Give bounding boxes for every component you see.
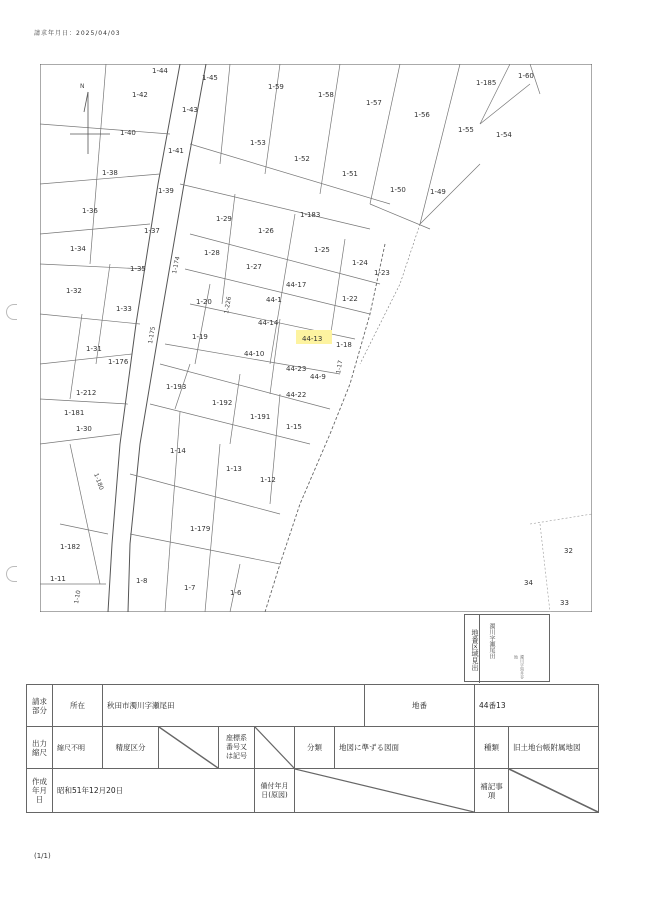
notes-slash bbox=[509, 769, 598, 812]
type-value: 旧土地台帳附属地図 bbox=[509, 727, 599, 769]
north-label: N bbox=[80, 83, 85, 90]
parcel-label: 1-28 bbox=[204, 249, 220, 257]
parcel-label: 1-191 bbox=[250, 413, 271, 421]
parcel-label: 1-52 bbox=[294, 155, 310, 163]
parcel-label-highlighted: 44-13 bbox=[302, 335, 323, 343]
parcel-label: 1-42 bbox=[132, 91, 148, 99]
parcel-label: 44-14 bbox=[258, 319, 279, 327]
classification-value: 地図に準ずる図面 bbox=[335, 727, 475, 769]
parcel-label: 1-14 bbox=[170, 447, 186, 455]
parcel-label: 1-18 bbox=[336, 341, 352, 349]
location-label: 所在 bbox=[53, 685, 103, 727]
parcel-label: 1-20 bbox=[196, 298, 212, 306]
parcel-label: 1-31 bbox=[86, 345, 102, 353]
parcel-label: 1-23 bbox=[374, 269, 390, 277]
parcel-label: 44-17 bbox=[286, 281, 307, 289]
parcel-label: 44-10 bbox=[244, 350, 265, 358]
parcel-label: 1-58 bbox=[318, 91, 334, 99]
parcel-label: 1-176 bbox=[108, 358, 129, 366]
parcel-label: 1-26 bbox=[258, 227, 274, 235]
parcel-label: 1-11 bbox=[50, 575, 66, 583]
road-label: 1-17 bbox=[335, 359, 345, 375]
binder-hole-top bbox=[6, 304, 17, 320]
parcel-label: 44-9 bbox=[310, 373, 326, 381]
parcel-label: 1-212 bbox=[76, 389, 97, 397]
info-table bbox=[26, 684, 599, 813]
notes-label: 補記事項 bbox=[475, 769, 509, 813]
parcel-label: 1-182 bbox=[60, 543, 81, 551]
parcel-label: 32 bbox=[564, 547, 573, 555]
map-drawing bbox=[40, 64, 592, 612]
page-number: (1/1) bbox=[34, 852, 51, 860]
cadastral-map bbox=[40, 64, 592, 612]
parcel-label: 1-25 bbox=[314, 246, 330, 254]
parcel-label: 1-185 bbox=[476, 79, 497, 87]
parcel-label: 33 bbox=[560, 599, 569, 607]
parcel-label: 1-192 bbox=[212, 399, 233, 407]
parcel-label: 1-36 bbox=[82, 207, 98, 215]
parcel-label: 1-193 bbox=[166, 383, 187, 391]
road-label: 1-10 bbox=[73, 589, 83, 605]
parcel-label: 1-51 bbox=[342, 170, 358, 178]
area-index-header: 地番区域見出 bbox=[465, 615, 480, 683]
parcel-label: 44-22 bbox=[286, 391, 307, 399]
parcel-label: 1-35 bbox=[130, 265, 146, 273]
parcel-label: 1-54 bbox=[496, 131, 512, 139]
parcel-label: 1-183 bbox=[300, 211, 321, 219]
parcel-label: 1-53 bbox=[250, 139, 266, 147]
coord-label: 座標系番号又は記号 bbox=[219, 727, 255, 769]
location-value: 秋田市濁川字瀬尾田 bbox=[103, 685, 365, 727]
precision-label: 精度区分 bbox=[103, 727, 159, 769]
parcel-label: 1-179 bbox=[190, 525, 211, 533]
road-label: 1-226 bbox=[223, 295, 233, 315]
parcel-label: 1-33 bbox=[116, 305, 132, 313]
print-date: 請求年月日：2025/04/03 bbox=[34, 30, 121, 37]
applicant-label: 請求部分 bbox=[27, 685, 53, 727]
parcel-label: 1-32 bbox=[66, 287, 82, 295]
parcel-label: 1-45 bbox=[202, 74, 218, 82]
parcel-label: 1-39 bbox=[158, 187, 174, 195]
parcel-label: 1-22 bbox=[342, 295, 358, 303]
lot-label: 地番 bbox=[365, 685, 475, 727]
parcel-label: 1-34 bbox=[70, 245, 86, 253]
parcel-label: 1-37 bbox=[144, 227, 160, 235]
parcel-label: 1-40 bbox=[120, 129, 136, 137]
parcel-label: 1-38 bbox=[102, 169, 118, 177]
binder-hole-bottom bbox=[6, 566, 17, 582]
road-label: 1-174 bbox=[171, 255, 182, 275]
parcel-label: 44-23 bbox=[286, 365, 307, 373]
parcel-label: 1-15 bbox=[286, 423, 302, 431]
parcel-label: 1-55 bbox=[458, 126, 474, 134]
created-label: 作成年月日 bbox=[27, 769, 53, 813]
precision-slash bbox=[159, 727, 218, 768]
parcel-label: 1-57 bbox=[366, 99, 382, 107]
parcel-label: 1-30 bbox=[76, 425, 92, 433]
classification-label: 分類 bbox=[295, 727, 335, 769]
lot-value: 44番13 bbox=[475, 685, 599, 727]
parcel-label: 1-43 bbox=[182, 106, 198, 114]
parcel-label: 1-27 bbox=[246, 263, 262, 271]
parcel-label: 44-1 bbox=[266, 296, 282, 304]
filed-label: 備付年月日(原図) bbox=[255, 769, 295, 813]
filed-value bbox=[295, 769, 475, 813]
parcel-label: 1-19 bbox=[192, 333, 208, 341]
coord-value bbox=[255, 727, 295, 769]
info-row-2 bbox=[27, 727, 599, 769]
area-sub-place-name: 濁川字黒井谷地 bbox=[514, 655, 525, 679]
parcel-label: 1-60 bbox=[518, 72, 534, 80]
parcel-label: 1-44 bbox=[152, 67, 168, 75]
parcel-label: 1-59 bbox=[268, 83, 284, 91]
parcel-label: 1-12 bbox=[260, 476, 276, 484]
filed-slash bbox=[295, 769, 474, 812]
scale-label: 出力縮尺 bbox=[27, 727, 53, 769]
info-row-3 bbox=[27, 769, 599, 813]
type-label: 種類 bbox=[475, 727, 509, 769]
area-place-name: 濁川字瀬尾田 bbox=[488, 623, 495, 659]
parcel-label: 1-49 bbox=[430, 188, 446, 196]
parcel-label: 1-41 bbox=[168, 147, 184, 155]
parcel-label: 1-6 bbox=[230, 589, 242, 597]
notes-value bbox=[509, 769, 599, 813]
scale-value: 縮尺不明 bbox=[53, 727, 103, 769]
road-label: 1-175 bbox=[147, 325, 157, 345]
parcel-label: 1-50 bbox=[390, 186, 406, 194]
parcel-label: 1-7 bbox=[184, 584, 196, 592]
coord-slash bbox=[255, 727, 294, 768]
parcel-label: 1-13 bbox=[226, 465, 242, 473]
parcel-label: 1-29 bbox=[216, 215, 232, 223]
parcel-label: 1-181 bbox=[64, 409, 85, 417]
road-label: 1-180 bbox=[92, 472, 105, 492]
parcel-label: 1-24 bbox=[352, 259, 368, 267]
created-value: 昭和51年12月20日 bbox=[53, 769, 255, 813]
area-index-box bbox=[464, 614, 550, 682]
precision-value bbox=[159, 727, 219, 769]
parcel-label: 1-8 bbox=[136, 577, 148, 585]
parcel-label: 34 bbox=[524, 579, 533, 587]
parcel-label: 1-56 bbox=[414, 111, 430, 119]
info-row-1 bbox=[27, 685, 599, 727]
